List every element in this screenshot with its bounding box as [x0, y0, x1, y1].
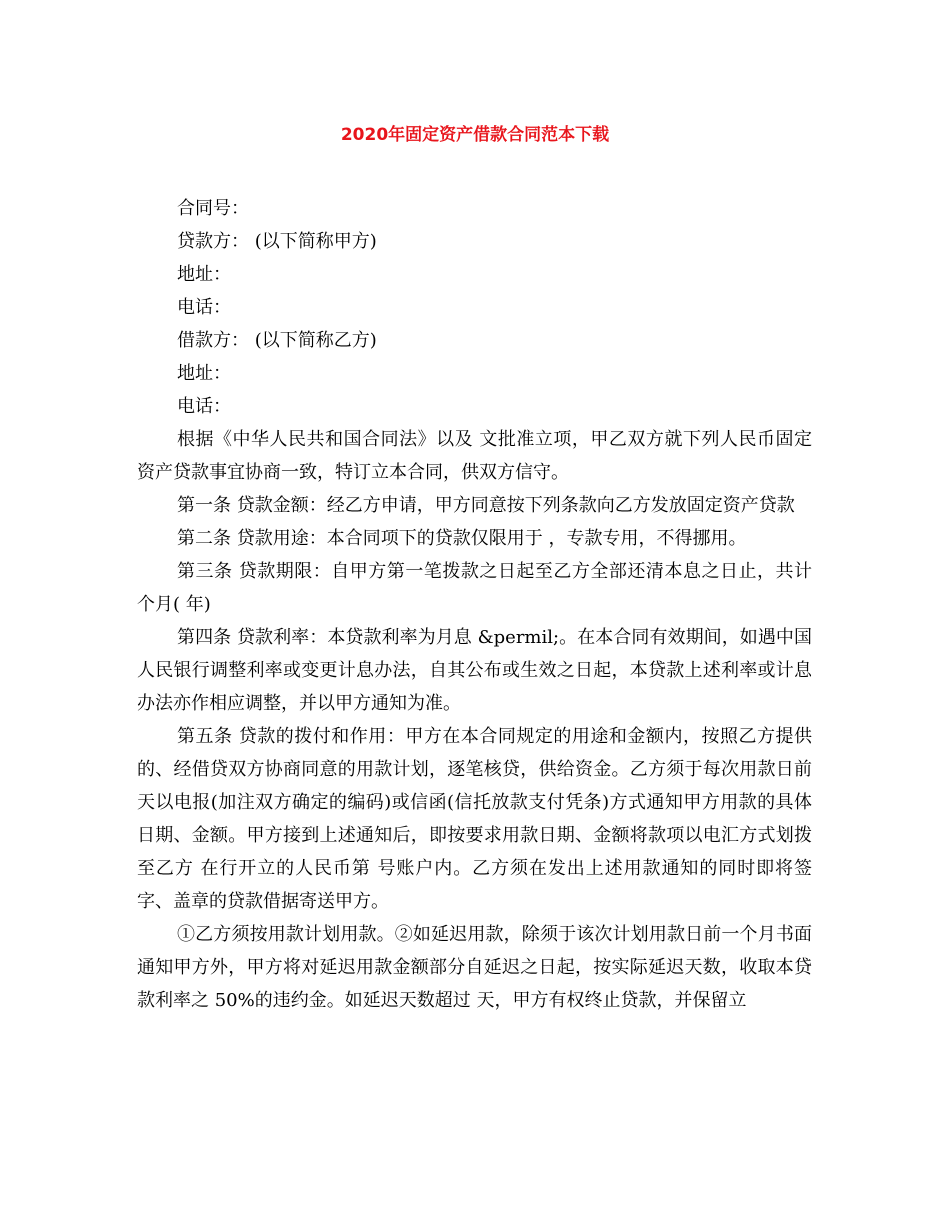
field-lender-phone: 电话： [177, 297, 231, 318]
paragraph-article-4: 第四条 贷款利率：本贷款利率为月息 &permil;。在本合同有效期间，如遇中国人民银行调整利率或变更计息办法，自其公布或生效之日起，本贷款上述利率或计息办法亦作相应调整，并以甲方通知为准。 [137, 627, 812, 714]
field-borrower: 借款方： (以下简称乙方) [177, 330, 377, 351]
document-body [137, 192, 812, 1017]
field-contract-number: 合同号： [177, 198, 249, 219]
paragraph-article-3: 第三条 贷款期限：自甲方第一笔拨款之日起至乙方全部还清本息之日止，共计 个月( 年) [137, 561, 812, 615]
paragraph-article-5-terms: ①乙方须按用款计划用款。②如延迟用款，除须于该次计划用款日前一个月书面通知甲方外，甲方将对延迟用款金额部分自延迟之日起，按实际延迟天数，收取本贷款利率之 50%的违约金。如延迟天数超过 天，甲方有权终止贷款，并保留立 [137, 924, 812, 1011]
paragraph-article-2: 第二条 贷款用途：本合同项下的贷款仅限用于 ，专款专用，不得挪用。 [177, 528, 747, 549]
paragraph-preamble: 根据《中华人民共和国合同法》以及 文批准立项，甲乙双方就下列人民币固定资产贷款事宜协商一致，特订立本合同，供双方信守。 [137, 429, 812, 483]
field-lender: 贷款方： (以下简称甲方) [177, 231, 377, 252]
field-lender-address: 地址： [177, 264, 231, 285]
paragraph-article-5: 第五条 贷款的拨付和作用：甲方在本合同规定的用途和金额内，按照乙方提供的、经借贷双方协商同意的用款计划，逐笔核贷，供给资金。乙方须于每次用款日前 天以电报(加注双方确定的编码)或信函(信托放款支付凭条)方式通知甲方用款的具体日期、金额。甲方接到上述通知后，即按要求用款日期、金额将款项以电汇方式划拨至乙方 在行开立的人民币第 号账户内。乙方须在发出上述用款通知的同时即将签字、盖章的贷款借据寄送甲方。 [137, 726, 812, 912]
field-borrower-phone: 电话： [177, 396, 231, 417]
paragraph-article-1: 第一条 贷款金额：经乙方申请，甲方同意按下列条款向乙方发放固定资产贷款 [177, 495, 795, 516]
field-borrower-address: 地址： [177, 363, 231, 384]
document-title: 2020年固定资产借款合同范本下载 [340, 125, 610, 145]
